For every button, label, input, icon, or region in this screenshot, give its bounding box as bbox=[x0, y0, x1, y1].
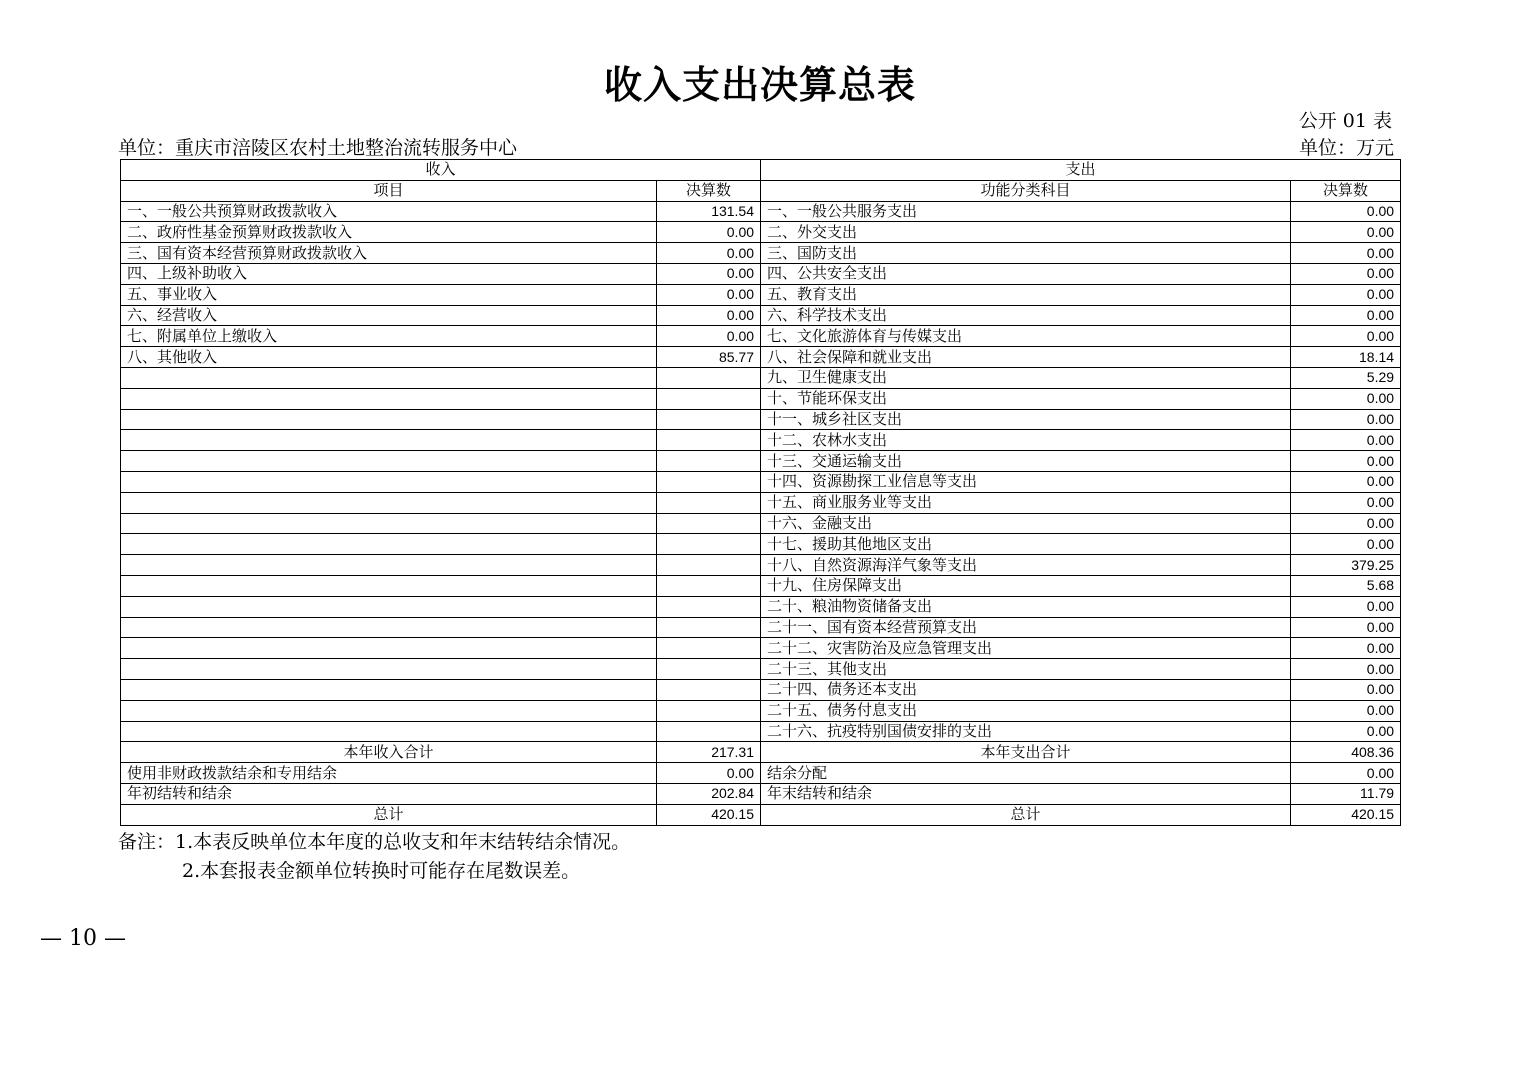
nonfiscal-row bbox=[121, 763, 1401, 784]
income-value-cell bbox=[657, 513, 761, 534]
expense-item-cell: 十三、交通运输支出 bbox=[761, 451, 1291, 472]
income-value-cell bbox=[657, 367, 761, 388]
table-row bbox=[121, 679, 1401, 700]
table-row bbox=[121, 451, 1401, 472]
income-value-cell bbox=[657, 555, 761, 576]
expense-item-cell: 九、卫生健康支出 bbox=[761, 367, 1291, 388]
income-item-cell bbox=[121, 617, 657, 638]
year-total-row bbox=[121, 742, 1401, 763]
expense-item-cell: 十七、援助其他地区支出 bbox=[761, 534, 1291, 555]
income-value-cell bbox=[657, 492, 761, 513]
income-value-cell bbox=[657, 700, 761, 721]
page-number: — 10 — bbox=[40, 926, 126, 951]
income-item-cell bbox=[121, 596, 657, 617]
income-value-cell bbox=[657, 575, 761, 596]
expense-value-cell: 0.00 bbox=[1291, 430, 1401, 451]
expense-item-cell: 二十四、债务还本支出 bbox=[761, 679, 1291, 700]
expense-value-cell: 0.00 bbox=[1291, 409, 1401, 430]
expense-value-cell: 0.00 bbox=[1291, 492, 1401, 513]
income-item-cell: 六、经营收入 bbox=[121, 305, 657, 326]
income-value-cell: 0.00 bbox=[657, 243, 761, 264]
expense-item-cell: 十八、自然资源海洋气象等支出 bbox=[761, 555, 1291, 576]
table-header-row-2 bbox=[121, 180, 1401, 201]
table-row bbox=[121, 305, 1401, 326]
income-item-cell bbox=[121, 534, 657, 555]
expense-value-cell: 0.00 bbox=[1291, 243, 1401, 264]
table-row bbox=[121, 492, 1401, 513]
table-row bbox=[121, 555, 1401, 576]
income-value-cell: 0.00 bbox=[657, 326, 761, 347]
year-expense-value: 408.36 bbox=[1291, 742, 1401, 763]
expense-item-cell: 二十、粮油物资储备支出 bbox=[761, 596, 1291, 617]
income-item-cell bbox=[121, 492, 657, 513]
begin-carry-value: 202.84 bbox=[657, 783, 761, 804]
expense-item-cell: 十九、住房保障支出 bbox=[761, 575, 1291, 596]
note-line-1: 备注：1.本表反映单位本年度的总收支和年末结转结余情况。 bbox=[118, 831, 631, 853]
income-item-cell bbox=[121, 638, 657, 659]
expense-item-cell: 二十三、其他支出 bbox=[761, 659, 1291, 680]
expense-item-cell: 二十五、债务付息支出 bbox=[761, 700, 1291, 721]
expense-item-cell: 十二、农林水支出 bbox=[761, 430, 1291, 451]
income-header: 收入 bbox=[121, 160, 761, 181]
income-value-cell: 0.00 bbox=[657, 222, 761, 243]
expense-item-cell: 六、科学技术支出 bbox=[761, 305, 1291, 326]
expense-item-cell: 二、外交支出 bbox=[761, 222, 1291, 243]
expense-header: 支出 bbox=[761, 160, 1401, 181]
income-expense-table bbox=[120, 159, 1401, 826]
expense-value-cell: 5.68 bbox=[1291, 575, 1401, 596]
expense-item-cell: 二十六、抗疫特别国债安排的支出 bbox=[761, 721, 1291, 742]
income-item-cell: 四、上级补助收入 bbox=[121, 263, 657, 284]
income-item-cell bbox=[121, 388, 657, 409]
expense-value-cell: 0.00 bbox=[1291, 700, 1401, 721]
income-value-cell bbox=[657, 471, 761, 492]
unit-organization: 单位：重庆市涪陵区农村土地整治流转服务中心 bbox=[118, 137, 518, 159]
expense-value-cell: 379.25 bbox=[1291, 555, 1401, 576]
expense-value-cell: 0.00 bbox=[1291, 617, 1401, 638]
expense-item-cell: 十一、城乡社区支出 bbox=[761, 409, 1291, 430]
year-income-value: 217.31 bbox=[657, 742, 761, 763]
income-item-cell bbox=[121, 679, 657, 700]
income-item-cell: 一、一般公共预算财政拨款收入 bbox=[121, 201, 657, 222]
income-item-cell bbox=[121, 700, 657, 721]
expense-value-cell: 5.29 bbox=[1291, 367, 1401, 388]
expense-value-cell: 0.00 bbox=[1291, 451, 1401, 472]
table-row bbox=[121, 243, 1401, 264]
notes bbox=[118, 828, 630, 886]
expense-value-cell: 0.00 bbox=[1291, 638, 1401, 659]
expense-item-cell: 三、国防支出 bbox=[761, 243, 1291, 264]
expense-value-cell: 0.00 bbox=[1291, 513, 1401, 534]
expense-value-cell: 0.00 bbox=[1291, 659, 1401, 680]
income-item-cell bbox=[121, 451, 657, 472]
income-value-cell: 0.00 bbox=[657, 263, 761, 284]
expense-value-cell: 0.00 bbox=[1291, 721, 1401, 742]
year-expense-label: 本年支出合计 bbox=[761, 742, 1291, 763]
table-row bbox=[121, 659, 1401, 680]
income-item-cell: 八、其他收入 bbox=[121, 347, 657, 368]
form-code: 公开 01 表 bbox=[1298, 110, 1392, 132]
income-item-cell bbox=[121, 659, 657, 680]
income-value-cell bbox=[657, 430, 761, 451]
table-row bbox=[121, 409, 1401, 430]
income-value-cell bbox=[657, 679, 761, 700]
expense-item-cell: 八、社会保障和就业支出 bbox=[761, 347, 1291, 368]
unit-currency: 单位：万元 bbox=[1298, 137, 1394, 159]
expense-item-cell: 十四、资源勘探工业信息等支出 bbox=[761, 471, 1291, 492]
income-value-cell: 0.00 bbox=[657, 305, 761, 326]
total-income-value: 420.15 bbox=[657, 804, 761, 825]
income-value-cell: 85.77 bbox=[657, 347, 761, 368]
income-value-cell: 131.54 bbox=[657, 201, 761, 222]
income-item-cell bbox=[121, 513, 657, 534]
expense-value-cell: 0.00 bbox=[1291, 284, 1401, 305]
income-item-cell bbox=[121, 721, 657, 742]
expense-item-cell: 二十二、灾害防治及应急管理支出 bbox=[761, 638, 1291, 659]
expense-item-cell: 十五、商业服务业等支出 bbox=[761, 492, 1291, 513]
income-value-cell bbox=[657, 409, 761, 430]
expense-item-cell: 四、公共安全支出 bbox=[761, 263, 1291, 284]
table-row bbox=[121, 575, 1401, 596]
table-row bbox=[121, 263, 1401, 284]
table-row bbox=[121, 326, 1401, 347]
table-row bbox=[121, 700, 1401, 721]
income-value-cell bbox=[657, 388, 761, 409]
table-header-row-1 bbox=[121, 160, 1401, 181]
expense-value-cell: 18.14 bbox=[1291, 347, 1401, 368]
table-row bbox=[121, 513, 1401, 534]
nonfiscal-label: 使用非财政拨款结余和专用结余 bbox=[121, 763, 657, 784]
expense-value-cell: 0.00 bbox=[1291, 263, 1401, 284]
income-value-cell bbox=[657, 617, 761, 638]
surplus-alloc-value: 0.00 bbox=[1291, 763, 1401, 784]
income-value-cell bbox=[657, 534, 761, 555]
end-carry-label: 年末结转和结余 bbox=[761, 783, 1291, 804]
expense-value-cell: 0.00 bbox=[1291, 222, 1401, 243]
income-item-cell bbox=[121, 367, 657, 388]
page-title: 收入支出决算总表 bbox=[603, 62, 916, 107]
income-item-cell bbox=[121, 409, 657, 430]
income-item-cell bbox=[121, 471, 657, 492]
expense-item-cell: 二十一、国有资本经营预算支出 bbox=[761, 617, 1291, 638]
expense-value-cell: 0.00 bbox=[1291, 679, 1401, 700]
total-expense-value: 420.15 bbox=[1291, 804, 1401, 825]
table-row bbox=[121, 471, 1401, 492]
table-row bbox=[121, 617, 1401, 638]
expense-value-cell: 0.00 bbox=[1291, 326, 1401, 347]
income-item-cell bbox=[121, 555, 657, 576]
expense-item-cell: 十、节能环保支出 bbox=[761, 388, 1291, 409]
item-header: 项目 bbox=[121, 180, 657, 201]
table-row bbox=[121, 638, 1401, 659]
total-expense-label: 总计 bbox=[761, 804, 1291, 825]
income-value-cell bbox=[657, 451, 761, 472]
income-value-cell bbox=[657, 721, 761, 742]
grand-total-row bbox=[121, 804, 1401, 825]
expense-value-cell: 0.00 bbox=[1291, 305, 1401, 326]
income-item-cell bbox=[121, 575, 657, 596]
table-row bbox=[121, 367, 1401, 388]
income-value-cell bbox=[657, 659, 761, 680]
amount-header: 决算数 bbox=[657, 180, 761, 201]
income-value-cell bbox=[657, 596, 761, 617]
end-carry-value: 11.79 bbox=[1291, 783, 1401, 804]
income-value-cell: 0.00 bbox=[657, 284, 761, 305]
begin-carry-label: 年初结转和结余 bbox=[121, 783, 657, 804]
table-row bbox=[121, 430, 1401, 451]
table-row bbox=[121, 721, 1401, 742]
income-value-cell bbox=[657, 638, 761, 659]
nonfiscal-value: 0.00 bbox=[657, 763, 761, 784]
expense-value-cell: 0.00 bbox=[1291, 471, 1401, 492]
expense-value-cell: 0.00 bbox=[1291, 534, 1401, 555]
expense-value-cell: 0.00 bbox=[1291, 596, 1401, 617]
expense-item-cell: 七、文化旅游体育与传媒支出 bbox=[761, 326, 1291, 347]
table-row bbox=[121, 222, 1401, 243]
year-income-label: 本年收入合计 bbox=[121, 742, 657, 763]
income-item-cell bbox=[121, 430, 657, 451]
carry-row bbox=[121, 783, 1401, 804]
table-row bbox=[121, 201, 1401, 222]
income-item-cell: 二、政府性基金预算财政拨款收入 bbox=[121, 222, 657, 243]
expense-item-cell: 五、教育支出 bbox=[761, 284, 1291, 305]
income-item-cell: 七、附属单位上缴收入 bbox=[121, 326, 657, 347]
expense-value-cell: 0.00 bbox=[1291, 388, 1401, 409]
expense-item-cell: 一、一般公共服务支出 bbox=[761, 201, 1291, 222]
total-income-label: 总计 bbox=[121, 804, 657, 825]
table-row bbox=[121, 534, 1401, 555]
income-item-cell: 五、事业收入 bbox=[121, 284, 657, 305]
amount2-header: 决算数 bbox=[1291, 180, 1401, 201]
category-header: 功能分类科目 bbox=[761, 180, 1291, 201]
table-row bbox=[121, 284, 1401, 305]
table-row bbox=[121, 347, 1401, 368]
surplus-alloc-label: 结余分配 bbox=[761, 763, 1291, 784]
income-item-cell: 三、国有资本经营预算财政拨款收入 bbox=[121, 243, 657, 264]
note-line-2: 2.本套报表金额单位转换时可能存在尾数误差。 bbox=[182, 860, 581, 882]
table-row bbox=[121, 596, 1401, 617]
table-row bbox=[121, 388, 1401, 409]
expense-item-cell: 十六、金融支出 bbox=[761, 513, 1291, 534]
expense-value-cell: 0.00 bbox=[1291, 201, 1401, 222]
